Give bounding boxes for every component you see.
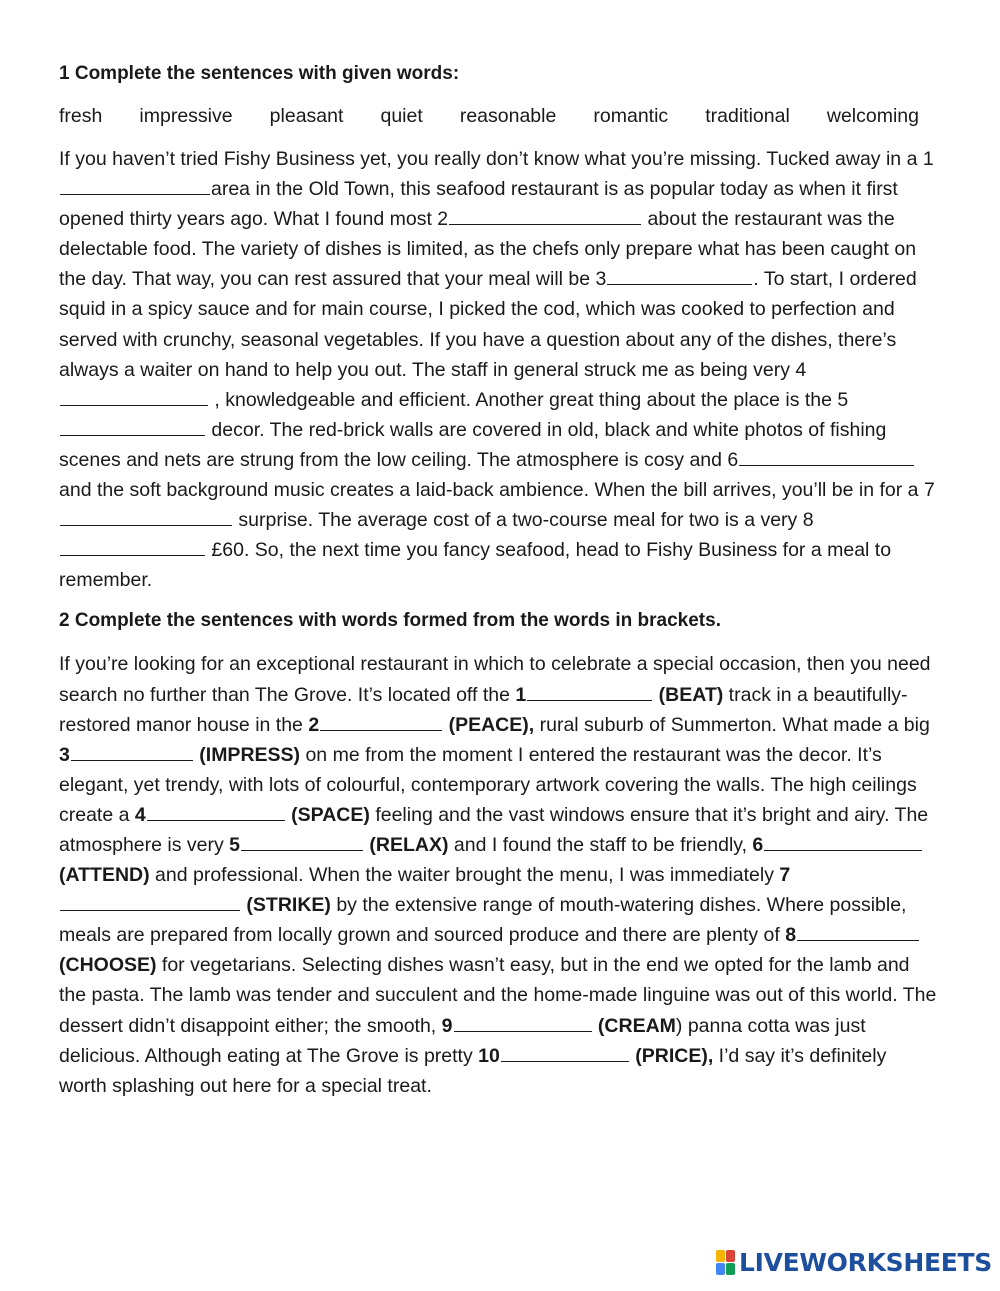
passage-text: and professional. When the waiter brought the menu, I was immediately bbox=[149, 864, 780, 887]
answer-blank-2-6[interactable] bbox=[764, 830, 922, 851]
passage-text: rural suburb of Summerton. What made a big bbox=[534, 713, 930, 736]
passage-text: I’d say it’s definitely worth splashing out here for a special treat. bbox=[59, 1044, 887, 1097]
item-number: 7 bbox=[779, 864, 791, 887]
word-bank-item: quiet bbox=[380, 105, 423, 127]
word-bank-item: impressive bbox=[139, 105, 233, 127]
answer-blank-2-1[interactable] bbox=[527, 680, 652, 701]
passage-text: ) bbox=[675, 1014, 683, 1037]
base-word: (CHOOSE) bbox=[59, 954, 157, 977]
passage-text: and I found the staff to be friendly, bbox=[448, 833, 753, 856]
item-number: 9 bbox=[441, 1014, 453, 1037]
passage-text: area in the Old Town, this seafood restaurant is as popular today as when it first opened thirty years ago. What I found most 2 bbox=[59, 178, 898, 231]
answer-blank-2-4[interactable] bbox=[147, 800, 285, 821]
passage-text: and the soft background music creates a laid-back ambience. When the bill arrives, you’ll be in for a 7 bbox=[59, 479, 935, 502]
passage-text: surprise. The average cost of a two-course meal for two is a very 8 bbox=[233, 509, 814, 532]
exercise-2-passage bbox=[59, 649, 939, 1100]
answer-blank-2-8[interactable] bbox=[797, 920, 919, 941]
item-number: 4 bbox=[134, 803, 146, 826]
logo-wordmark: LIVEWORKSHEETS bbox=[738, 1248, 992, 1277]
base-word: (BEAT) bbox=[653, 683, 724, 706]
passage-text: feeling and the vast windows ensure that it’s bright and airy. The atmosphere is very bbox=[59, 803, 929, 856]
word-bank-item: welcoming bbox=[826, 105, 919, 127]
answer-blank-2-3[interactable] bbox=[71, 740, 193, 761]
liveworksheets-logo bbox=[716, 1248, 992, 1277]
exercise-1-heading: 1 Complete the sentences with given words: bbox=[59, 63, 460, 84]
base-word: (PRICE), bbox=[629, 1044, 714, 1067]
word-bank-item: fresh bbox=[59, 105, 103, 127]
base-word: (RELAX) bbox=[364, 833, 449, 856]
base-word: (SPACE) bbox=[285, 803, 370, 826]
logo-mark-tile bbox=[716, 1250, 725, 1262]
logo-mark-tile bbox=[716, 1263, 725, 1275]
word-bank-item: reasonable bbox=[459, 105, 557, 127]
item-number: 1 bbox=[515, 683, 527, 706]
passage-text: by the extensive range of mouth-watering dishes. Where possible, meals are prepared from locally grown and sourced produce and there are plenty of bbox=[59, 894, 907, 947]
answer-blank-1-8[interactable] bbox=[60, 535, 205, 556]
passage-text: decor. The red-brick walls are covered in old, black and white photos of fishing scenes and nets are strung from the low ceiling. The atmosphere is cosy and 6 bbox=[59, 418, 887, 471]
word-bank bbox=[59, 102, 939, 130]
base-word: (CREAM bbox=[592, 1014, 676, 1037]
passage-text: panna cotta was just delicious. Although eating at The Grove is pretty bbox=[59, 1014, 866, 1067]
item-number: 6 bbox=[752, 833, 764, 856]
answer-blank-1-5[interactable] bbox=[60, 415, 205, 436]
base-word: (STRIKE) bbox=[241, 894, 331, 917]
exercise-2-heading: 2 Complete the sentences with words formed from the words in brackets. bbox=[59, 610, 721, 632]
word-bank-item: pleasant bbox=[269, 105, 344, 127]
liveworksheets-logo-icon bbox=[716, 1250, 735, 1275]
logo-mark-tile bbox=[726, 1250, 735, 1262]
passage-text: £60. So, the next time you fancy seafood, head to Fishy Business for a meal to remember. bbox=[59, 539, 892, 592]
passage-text: If you haven’t tried Fishy Business yet, you really don’t know what you’re missing. Tucked away in a 1 bbox=[59, 148, 934, 170]
answer-blank-1-3[interactable] bbox=[607, 264, 752, 285]
worksheet bbox=[59, 60, 939, 1111]
base-word: (IMPRESS) bbox=[193, 743, 301, 766]
answer-blank-2-9[interactable] bbox=[454, 1011, 592, 1032]
passage-text: , knowledgeable and efficient. Another great thing about the place is the 5 bbox=[209, 388, 849, 411]
base-word: (ATTEND) bbox=[59, 864, 150, 887]
passage-text: . To start, I ordered squid in a spicy sauce and for main course, I picked the cod, which was cooked to perfection and served with crunchy, seasonal vegetables. If you have a question about any of the dishes, there’s always a waiter on hand to help you out. The staff in general struck me as being very 4 bbox=[59, 268, 917, 381]
passage-text: for vegetarians. Selecting dishes wasn’t easy, but in the end we opted for the lamb and the pasta. The lamb was tender and succulent and the home-made linguine was out of this world. The dessert didn’t disappoint either; the smooth, bbox=[59, 954, 937, 1037]
word-bank-item: romantic bbox=[593, 105, 669, 127]
passage-text: about the restaurant was the delectable food. The variety of dishes is limited, as the chefs only prepare what has been caught on the day. That way, you can rest assured that your meal will be 3 bbox=[59, 208, 917, 291]
passage-text: If you’re looking for an exceptional restaurant in which to celebrate a special occasion, then you need search no further than The Grove. It’s located off the bbox=[59, 653, 931, 706]
item-number: 8 bbox=[785, 924, 797, 947]
answer-blank-1-7[interactable] bbox=[60, 505, 232, 526]
item-number: 2 bbox=[308, 713, 320, 736]
word-bank-item: traditional bbox=[705, 105, 790, 127]
passage-text: track in a beautifully-restored manor house in the bbox=[59, 683, 908, 736]
logo-mark-tile bbox=[726, 1263, 735, 1275]
base-word: (PEACE), bbox=[443, 713, 535, 736]
answer-blank-1-4[interactable] bbox=[60, 385, 208, 406]
item-number: 5 bbox=[229, 833, 241, 856]
item-number: 3 bbox=[59, 743, 70, 766]
exercise-1-passage bbox=[59, 144, 939, 595]
answer-blank-1-1[interactable] bbox=[60, 174, 210, 195]
answer-blank-2-10[interactable] bbox=[501, 1041, 629, 1062]
answer-blank-1-6[interactable] bbox=[739, 445, 914, 466]
answer-blank-1-2[interactable] bbox=[449, 204, 641, 225]
item-number: 10 bbox=[478, 1044, 500, 1067]
answer-blank-2-5[interactable] bbox=[241, 830, 363, 851]
answer-blank-2-7[interactable] bbox=[60, 890, 240, 911]
answer-blank-2-2[interactable] bbox=[320, 710, 442, 731]
passage-text: on me from the moment I entered the restaurant was the decor. It’s elegant, yet trendy, with lots of colourful, contemporary artwork covering the walls. The high ceilings create a bbox=[59, 743, 917, 826]
